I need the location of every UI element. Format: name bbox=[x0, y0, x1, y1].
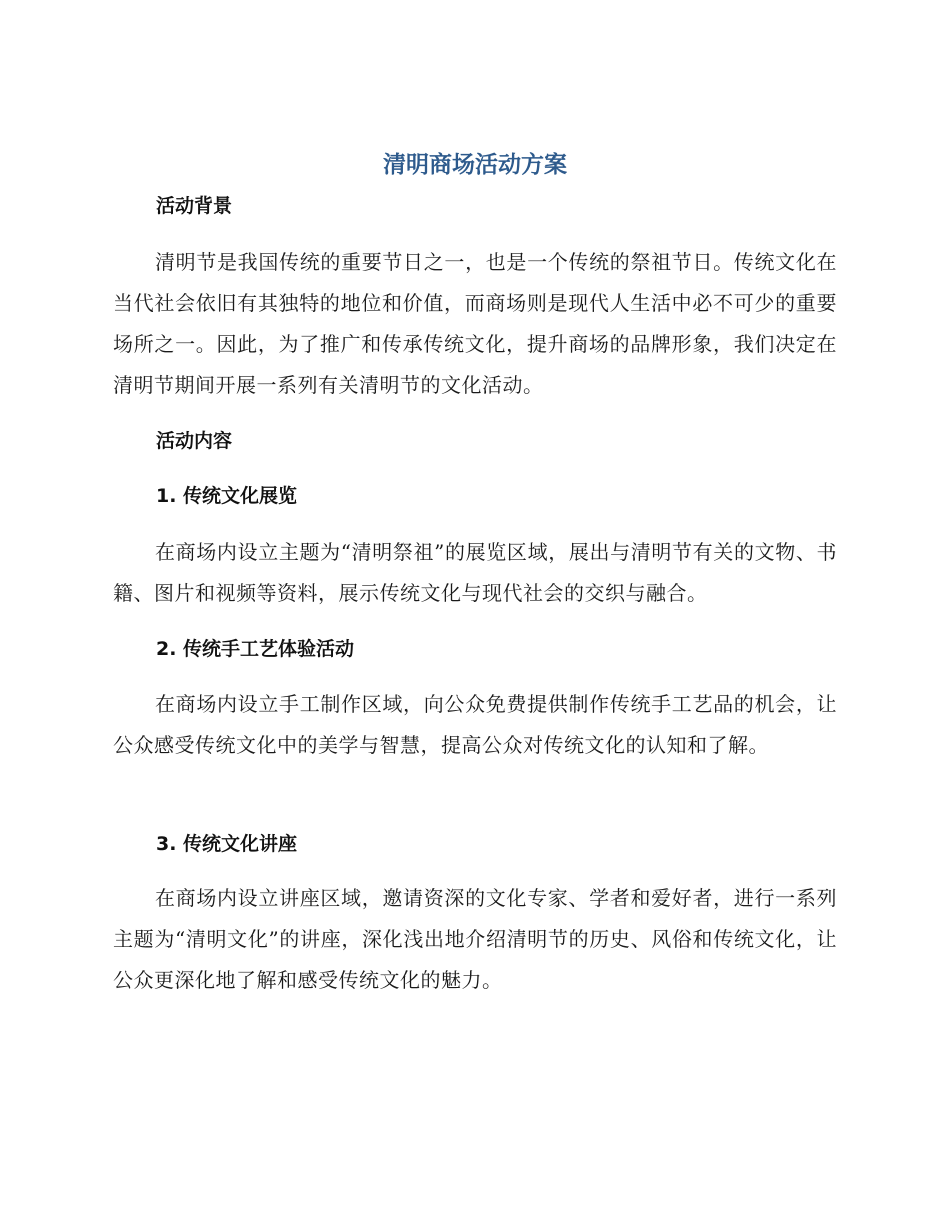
paragraph-exhibition: 在商场内设立主题为“清明祭祖”的展览区域，展出与清明节有关的文物、书籍、图片和视频等资料，展示传统文化与现代社会的交织与融合。 bbox=[113, 540, 837, 605]
paragraph-lecture: 在商场内设立讲座区域，邀请资深的文化专家、学者和爱好者，进行一系列主题为“清明文化”的讲座，深化浅出地介绍清明节的历史、风俗和传统文化，让公众更深化地了解和感受传统文化的魅力。 bbox=[113, 886, 837, 992]
section-heading-background: 活动背景 bbox=[156, 195, 233, 217]
paragraph-background: 清明节是我国传统的重要节日之一，也是一个传统的祭祖节日。传统文化在当代社会依旧有其独特的地位和价值，而商场则是现代人生活中必不可少的重要场所之一。因此，为了推广和传承传统文化，提升商场的品牌形象，我们决定在清明节期间开展一系列有关清明节的文化活动。 bbox=[113, 250, 837, 397]
document-title: 清明商场活动方案 bbox=[383, 152, 567, 178]
subsection-heading-lecture: 3. 传统文化讲座 bbox=[156, 833, 298, 855]
subsection-heading-exhibition: 1. 传统文化展览 bbox=[156, 485, 298, 507]
section-heading-content: 活动内容 bbox=[156, 430, 233, 452]
subsection-heading-handicraft: 2. 传统手工艺体验活动 bbox=[156, 638, 355, 660]
paragraph-handicraft: 在商场内设立手工制作区域，向公众免费提供制作传统手工艺品的机会，让公众感受传统文化中的美学与智慧，提高公众对传统文化的认知和了解。 bbox=[113, 692, 837, 757]
